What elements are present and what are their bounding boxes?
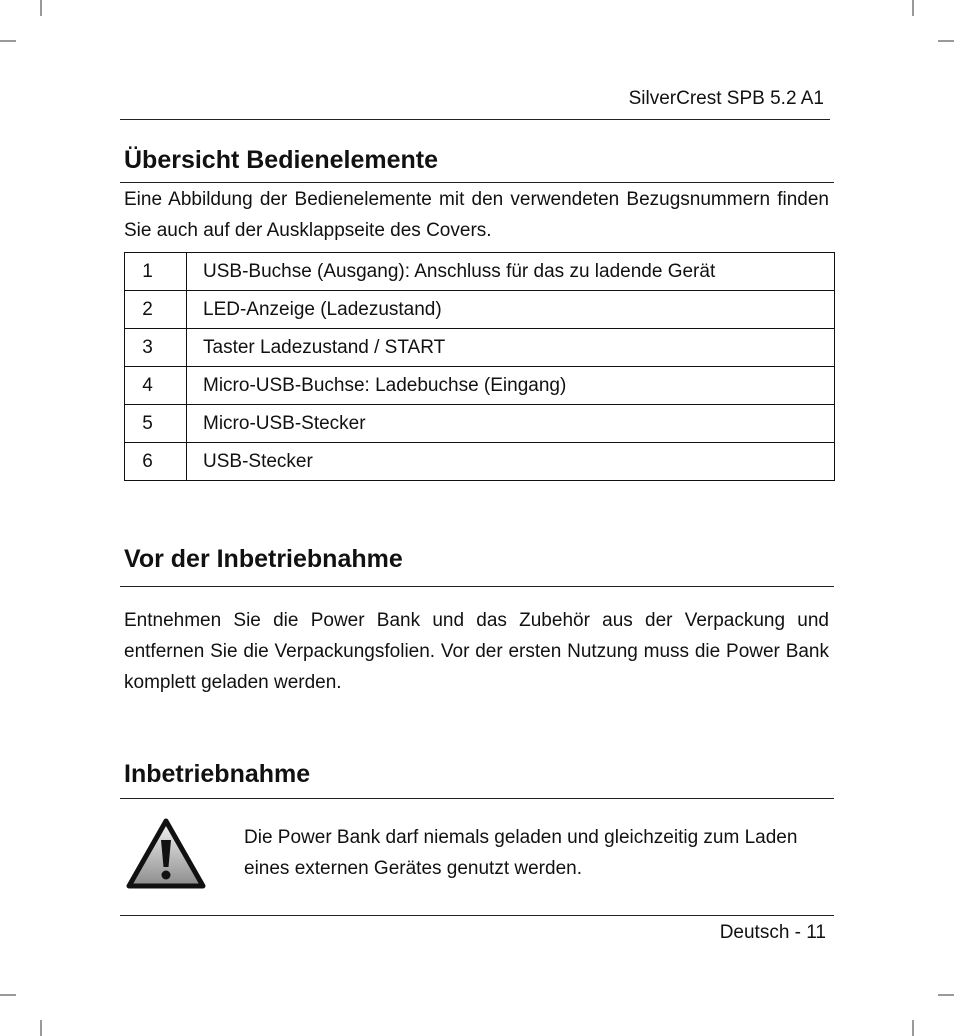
page-number: Deutsch - 11 — [719, 922, 826, 943]
item-label: USB-Buchse (Ausgang): Anschluss für das zu ladende Gerät — [187, 253, 835, 291]
table-row — [125, 253, 835, 291]
warning-triangle-icon — [126, 818, 206, 890]
item-label: Micro-USB-Buchse: Ladebuchse (Eingang) — [187, 367, 835, 405]
section-rule — [120, 586, 834, 587]
footer-rule — [120, 915, 834, 916]
section-rule — [120, 182, 834, 183]
item-number: 5 — [125, 405, 187, 443]
crop-mark — [0, 40, 16, 42]
section-rule — [120, 798, 834, 799]
page-header: SilverCrest SPB 5.2 A1 — [628, 88, 824, 109]
warning-text: Die Power Bank darf niemals geladen und gleichzeitig zum Laden eines externen Gerätes genutzt werden. — [244, 827, 798, 879]
item-number: 3 — [125, 329, 187, 367]
overview-intro: Eine Abbildung der Bedienelemente mit den verwendeten Bezugsnummern finden Sie auch auf der Ausklappseite des Covers. — [124, 189, 829, 241]
item-label: USB-Stecker — [187, 443, 835, 481]
table-row — [125, 443, 835, 481]
table-row — [125, 367, 835, 405]
item-number: 2 — [125, 291, 187, 329]
header-rule — [120, 119, 830, 120]
item-label: LED-Anzeige (Ladezustand) — [187, 291, 835, 329]
crop-mark — [40, 0, 42, 16]
crop-mark — [0, 994, 16, 996]
item-label: Taster Ladezustand / START — [187, 329, 835, 367]
crop-mark — [912, 1020, 914, 1036]
table-row — [125, 291, 835, 329]
item-number: 6 — [125, 443, 187, 481]
item-number: 1 — [125, 253, 187, 291]
item-label: Micro-USB-Stecker — [187, 405, 835, 443]
item-number: 4 — [125, 367, 187, 405]
table-row — [125, 405, 835, 443]
section-title-startup: Inbetriebnahme — [124, 760, 311, 788]
crop-mark — [938, 994, 954, 996]
crop-mark — [912, 0, 914, 16]
section-title-before-use: Vor der Inbetriebnahme — [124, 545, 403, 573]
controls-table — [124, 252, 835, 481]
before-use-text: Entnehmen Sie die Power Bank und das Zubehör aus der Verpackung und entfernen Sie die Verpackungsfolien. Vor der ersten Nutzung muss die Power Bank komplett geladen werden. — [124, 610, 829, 693]
section-title-overview: Übersicht Bedienelemente — [124, 146, 438, 174]
crop-mark — [938, 40, 954, 42]
crop-mark — [40, 1020, 42, 1036]
table-row — [125, 329, 835, 367]
